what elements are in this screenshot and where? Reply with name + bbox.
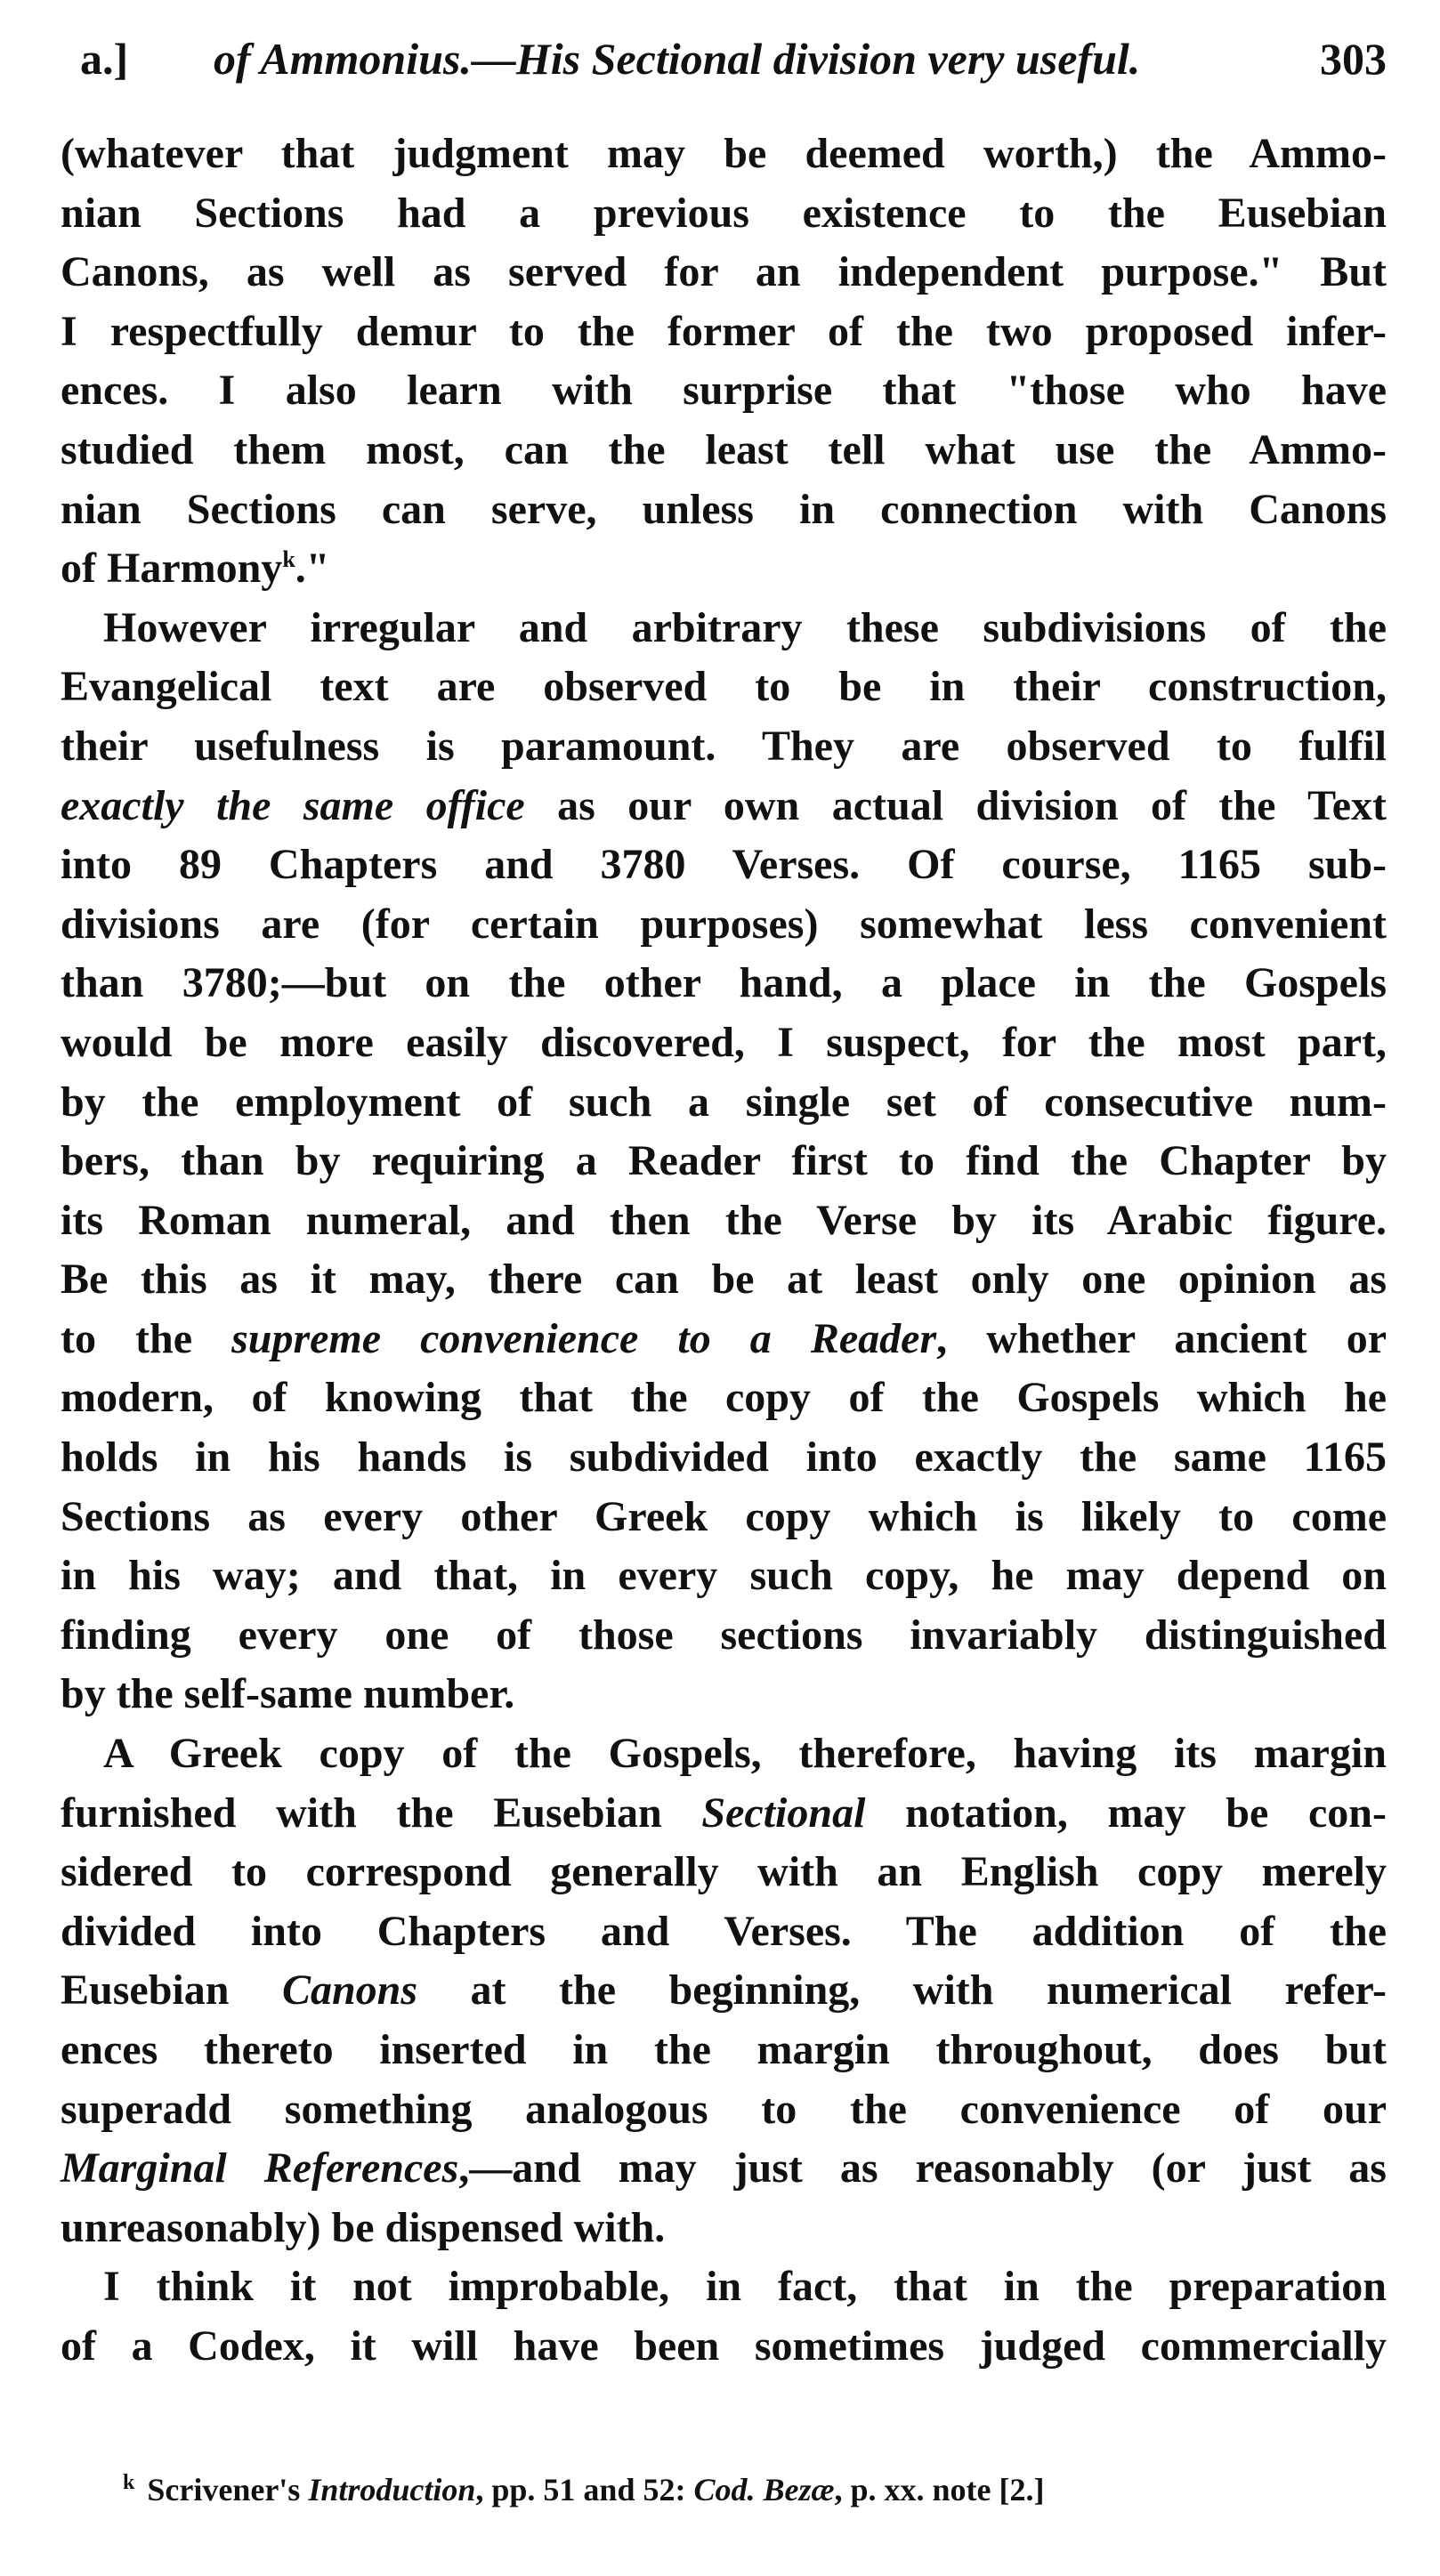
text-line: finding every one of those sections invariably distinguished (61, 1611, 1387, 1659)
text-fragment: Eusebian (61, 1966, 282, 2015)
text-line (61, 2139, 1387, 2199)
text-fragment: ." (295, 545, 330, 593)
text-line: into 89 Chapters and 3780 Verses. Of course, 1165 sub- (61, 841, 1387, 889)
footnote-mark: k (123, 2471, 135, 2494)
text-line (61, 1961, 1387, 2021)
emphasis-text: supreme convenience to a Reader (231, 1314, 937, 1362)
footnote-text: , pp. 51 and 52: (475, 2472, 694, 2507)
text-line: I think it not improbable, in fact, that in the preparation (103, 2263, 1387, 2311)
text-line: Sections as every other Greek copy which is likely to come (61, 1492, 1387, 1540)
text-line: its Roman numeral, and then the Verse by its Arabic figure. (61, 1196, 1387, 1244)
text-line (61, 777, 1387, 836)
text-fragment: , whether ancient or (936, 1314, 1387, 1362)
text-line: would be more easily discovered, I suspect, for the most part, (61, 1018, 1387, 1066)
text-fragment: notation, may be con- (865, 1789, 1387, 1837)
text-fragment: of Harmony (61, 545, 283, 593)
text-line: studied them most, can the least tell what use the Ammo- (61, 425, 1387, 473)
text-line: their usefulness is paramount. They are observed to fulfil (61, 722, 1387, 770)
emphasis-text: Marginal References (61, 2144, 459, 2192)
footnote-title: Cod. Bezæ (693, 2472, 835, 2507)
text-line: A Greek copy of the Gospels, therefore, having its margin (103, 1730, 1387, 1778)
text-line: bers, than by requiring a Reader first to find the Chapter by (61, 1137, 1387, 1185)
emphasis-text: Sectional (701, 1789, 866, 1837)
text-line: I respectfully demur to the former of the two proposed infer- (61, 307, 1387, 355)
text-line: of a Codex, it will have been sometimes judged commercially (61, 2322, 1387, 2370)
text-fragment: as our own actual division of the Text (524, 781, 1387, 829)
section-mark: a.] (80, 34, 129, 84)
text-line: nian Sections had a previous existence to the Eusebian (61, 189, 1387, 237)
text-line: Canons, as well as served for an independent purpose." But (61, 248, 1387, 296)
text-line: by the employment of such a single set of consecutive num- (61, 1078, 1387, 1126)
text-line: modern, of knowing that the copy of the Gospels which he (61, 1374, 1387, 1422)
text-line: holds in his hands is subdivided into exactly the same 1165 (61, 1433, 1387, 1482)
body-text (61, 125, 1387, 2377)
text-line: (whatever that judgment may be deemed worth,) the Ammo- (61, 130, 1387, 177)
text-line: superadd something analogous to the convenience of our (61, 2085, 1387, 2133)
book-page (61, 0, 1387, 2576)
text-line (61, 1310, 1387, 1369)
text-line: divisions are (for certain purposes) somewhat less convenient (61, 900, 1387, 948)
text-line: divided into Chapters and Verses. The addition of the (61, 1907, 1387, 1955)
text-line: ences thereto inserted in the margin throughout, does but (61, 2026, 1387, 2073)
footnote-text: Scrivener's (147, 2472, 309, 2507)
text-line: Be this as it may, there can be at least only one opinion as (61, 1256, 1387, 1304)
text-fragment: to the (61, 1314, 232, 1362)
footnote (123, 2469, 1369, 2510)
text-line: unreasonably) be dispensed with. (61, 2203, 666, 2251)
text-line: nian Sections can serve, unless in connection with Canons (61, 485, 1387, 533)
text-fragment: ,—and may just as reasonably (or just as (458, 2144, 1387, 2192)
footnote-reference: k (282, 546, 295, 573)
footnote-title: Introduction (308, 2472, 476, 2507)
text-line: sidered to correspond generally with an English copy merely (61, 1848, 1387, 1896)
running-title: of Ammonius.—His Sectional division very useful. (214, 34, 1141, 84)
text-line: in his way; and that, in every such copy, he may depend on (61, 1552, 1387, 1600)
footnote-text: , p. xx. note [2.] (834, 2472, 1045, 2507)
text-line (61, 539, 1387, 599)
running-head (80, 32, 1387, 85)
text-line: Evangelical text are observed to be in their construction, (61, 663, 1387, 711)
text-line (61, 1784, 1387, 1844)
text-line: However irregular and arbitrary these subdivisions of the (103, 603, 1387, 651)
text-line: by the self-same number. (61, 1670, 515, 1718)
text-fragment: at the beginning, with numerical refer- (417, 1966, 1387, 2015)
text-fragment: furnished with the Eusebian (61, 1789, 702, 1837)
text-line: than 3780;—but on the other hand, a place in the Gospels (61, 959, 1387, 1007)
page-number: 303 (1320, 34, 1387, 84)
emphasis-text: exactly the same office (61, 781, 525, 829)
emphasis-text: Canons (281, 1966, 418, 2015)
text-line: ences. I also learn with surprise that "those who have (61, 367, 1387, 415)
